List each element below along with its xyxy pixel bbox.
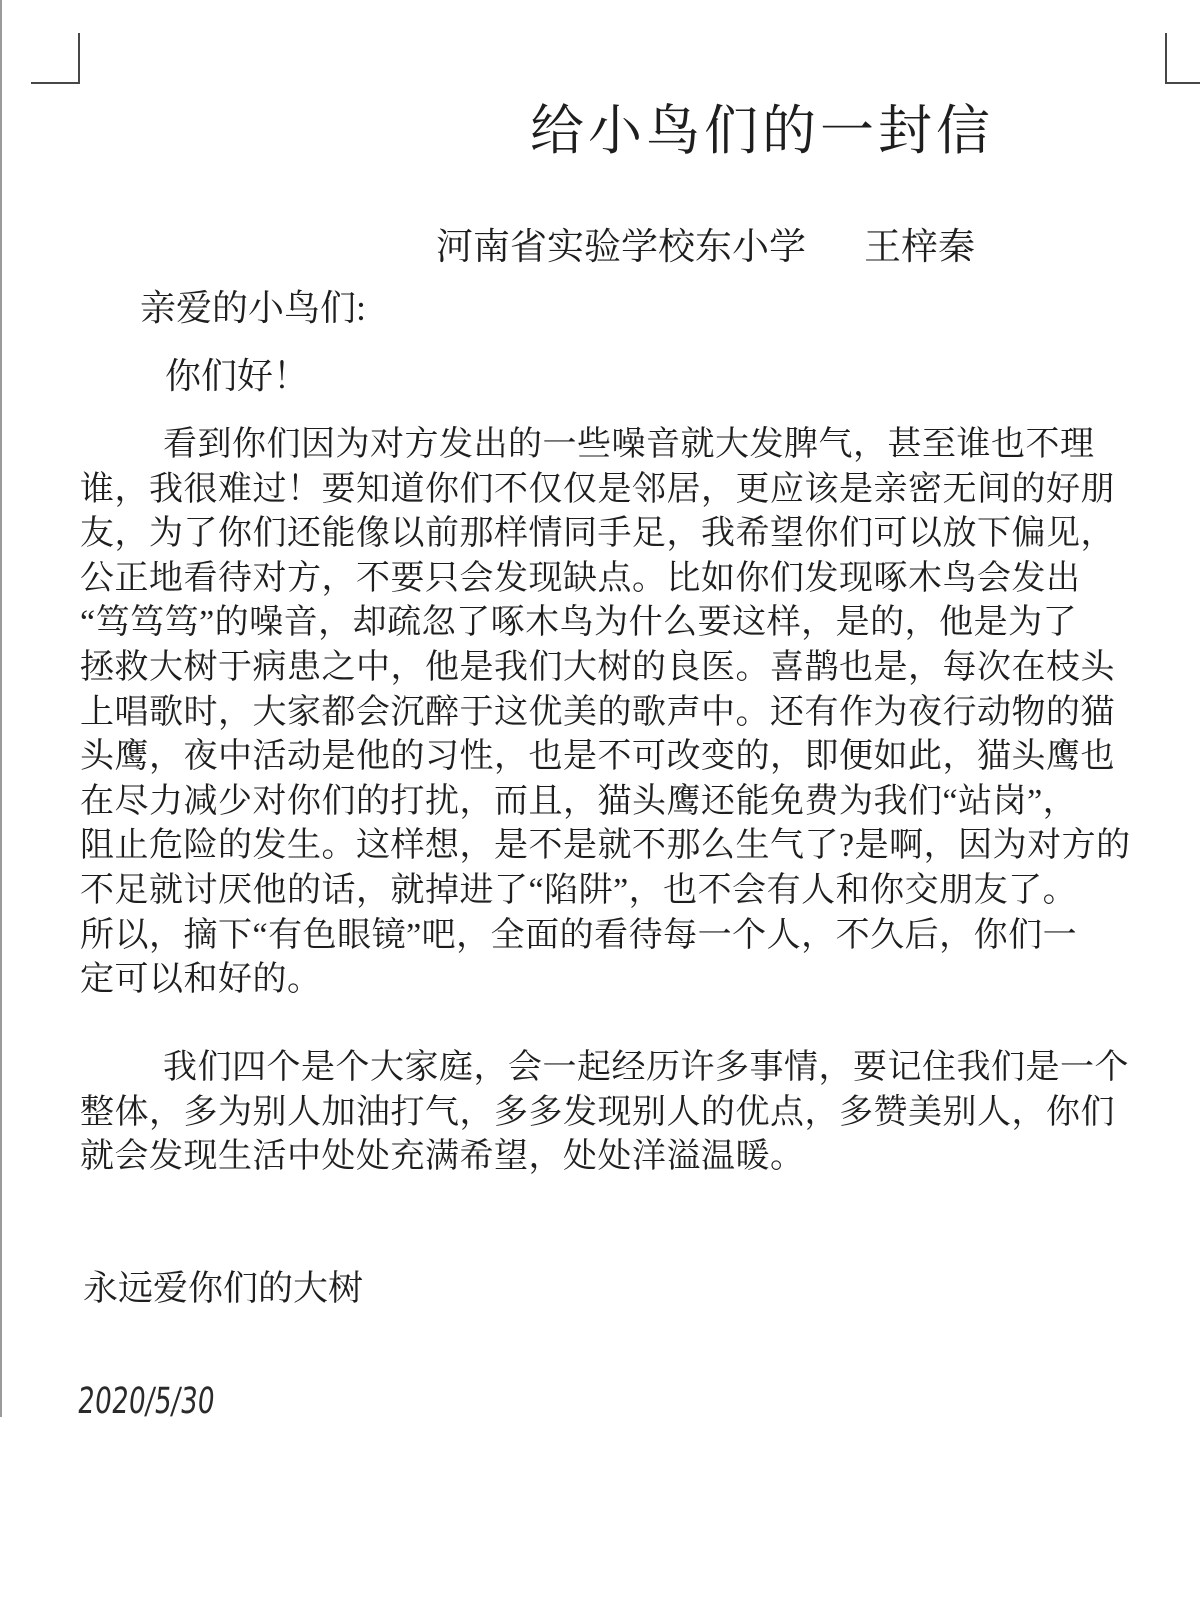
paragraph-1-line: 拯救大树于病患之中，他是我们大树的良医。喜鹊也是，每次在枝头	[80, 648, 1115, 686]
paragraph-1-line: 不足就讨厌他的话，就掉进了“陷阱”，也不会有人和你交朋友了。	[80, 871, 1078, 909]
paragraph-1-line: 定可以和好的。	[80, 961, 322, 999]
letter-title: 给小鸟们的一封信	[530, 101, 994, 161]
signoff: 永远爱你们的大树	[83, 1269, 364, 1308]
paragraph-1-line: 所以，摘下“有色眼镜”吧，全面的看待每一个人，不久后，你们一	[80, 916, 1078, 954]
paragraph-1-line: 谁，我很难过！要知道你们不仅仅是邻居，更应该是亲密无间的好朋	[80, 470, 1115, 508]
paragraph-1-line: 看到你们因为对方发出的一些噪音就大发脾气，甚至谁也不理	[163, 426, 1095, 463]
paragraph-1-line: 公正地看待对方，不要只会发现缺点。比如你们发现啄木鸟会发出	[80, 559, 1081, 597]
greeting: 你们好！	[165, 356, 310, 396]
paragraph-1	[80, 423, 1131, 1003]
crop-mark-top-left-horizontal	[31, 82, 80, 84]
paragraph-2	[80, 1046, 1129, 1180]
paragraph-1-line: 阻止危险的发生。这样想，是不是就不那么生气了?是啊，因为对方的	[80, 827, 1131, 865]
paragraph-1-line: 上唱歌时，大家都会沉醉于这优美的歌声中。还有作为夜行动物的猫	[80, 693, 1115, 731]
salutation: 亲爱的小鸟们:	[140, 288, 367, 328]
paragraph-2-line: 整体，多为别人加油打气，多多发现别人的优点，多赞美别人，你们	[80, 1093, 1115, 1131]
paragraph-2-line: 就会发现生活中处处充满希望，处处洋溢温暖。	[80, 1138, 805, 1176]
paragraph-1-line: 在尽力减少对你们的打扰，而且，猫头鹰还能免费为我们“站岗”，	[80, 782, 1078, 820]
page-left-edge-line	[0, 0, 2, 1417]
paragraph-2-line: 我们四个是个大家庭，会一起经历许多事情，要记住我们是一个	[163, 1049, 1129, 1086]
paragraph-1-line: “笃笃笃”的噪音，却疏忽了啄木鸟为什么要这样，是的，他是为了	[80, 604, 1078, 642]
byline	[436, 216, 975, 270]
crop-mark-top-right-vertical	[1165, 33, 1167, 84]
byline-school: 河南省实验学校东小学	[436, 227, 806, 268]
letter-date: 2020/5/30	[75, 1381, 217, 1422]
paragraph-1-line: 头鹰，夜中活动是他的习性，也是不可改变的，即便如此，猫头鹰也	[80, 738, 1115, 776]
byline-author: 王梓秦	[864, 227, 975, 268]
crop-mark-top-left-vertical	[78, 33, 80, 84]
crop-mark-top-right-horizontal	[1165, 82, 1200, 84]
paragraph-1-line: 友，为了你们还能像以前那样情同手足，我希望你们可以放下偏见，	[80, 515, 1115, 553]
